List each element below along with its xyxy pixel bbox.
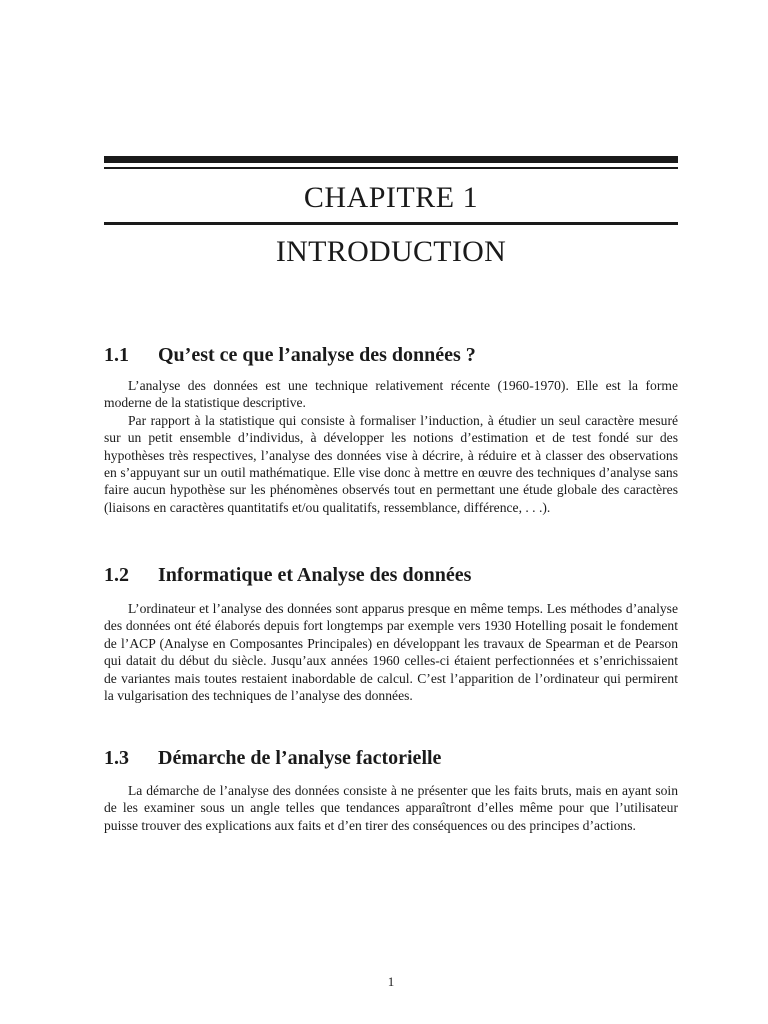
section-heading [104,746,678,770]
section-title: Qu’est ce que l’analyse des données ? [158,344,476,366]
chapter-rule-thick [104,156,678,163]
section-title: Informatique et Analyse des données [158,564,472,586]
paragraph: L’analyse des données est une technique relativement récente (1960-1970). Elle est la forme moderne de la statistique descriptive. [104,378,678,411]
paragraph: Par rapport à la statistique qui consiste à formaliser l’induction, à étudier un seul caractère mesuré sur un petit ensemble d’individus, à développer les notions d’estimation et de test fondé sur des hypothèses très respectives, l’analyse des données vise à décrire, à réduire et à classer des observations en s’appuyant sur un outil mathématique. Elle vise donc à mettre en œuvre des techniques d’analyse sans faire aucun hypothèse sur les phénomènes observés tout en permettant une étude globale des caractères (liaisons en caractères quantitatifs et/ou qualitatifs, ressemblance, différence, . . .). [104,412,678,515]
chapter-rule-bottom [104,222,678,225]
chapter-title: INTRODUCTION [275,235,507,268]
page-number: 1 [387,974,395,989]
paragraph: L’ordinateur et l’analyse des données sont apparus presque en même temps. Les méthodes d’analyse des données ont été élaborés depuis fort longtemps par exemple vers 1930 Hotelling posait le fondement de l’ACP (Analyse en Composantes Principales) en développant les travaux de Spearman et de Pearson qui datait du début du siècle. Jusqu’aux années 1960 celles-ci étaient perfectionnées et s’enrichissaient de variantes mais toutes restaient inabordable de calcul. C’est l’apparition de l’ordinateur qui permirent la vulgarisation des techniques de l’analyse des données. [104,601,678,704]
chapter-label: CHAPITRE 1 [303,181,479,214]
section-1-1 [104,343,678,516]
paragraph: La démarche de l’analyse des données consiste à ne présenter que les faits bruts, mais en ayant soin de les examiner sous un angle telles que tendances apparaîtront d’elles même pour que l’utilisateur puisse trouver des explications aux faits et d’en tirer des conséquences ou des principes d’actions. [104,783,678,833]
section-title: Démarche de l’analyse factorielle [158,747,442,769]
section-number: 1.1 [104,344,129,366]
chapter-rule-thin-top [104,167,678,169]
section-body [104,600,678,704]
section-number: 1.3 [104,747,129,769]
document-page [104,0,678,1024]
section-heading [104,343,678,367]
section-number: 1.2 [104,564,129,586]
section-body [104,377,678,516]
section-body [104,782,678,834]
section-heading [104,563,678,587]
section-1-2 [104,563,678,704]
section-1-3 [104,746,678,834]
